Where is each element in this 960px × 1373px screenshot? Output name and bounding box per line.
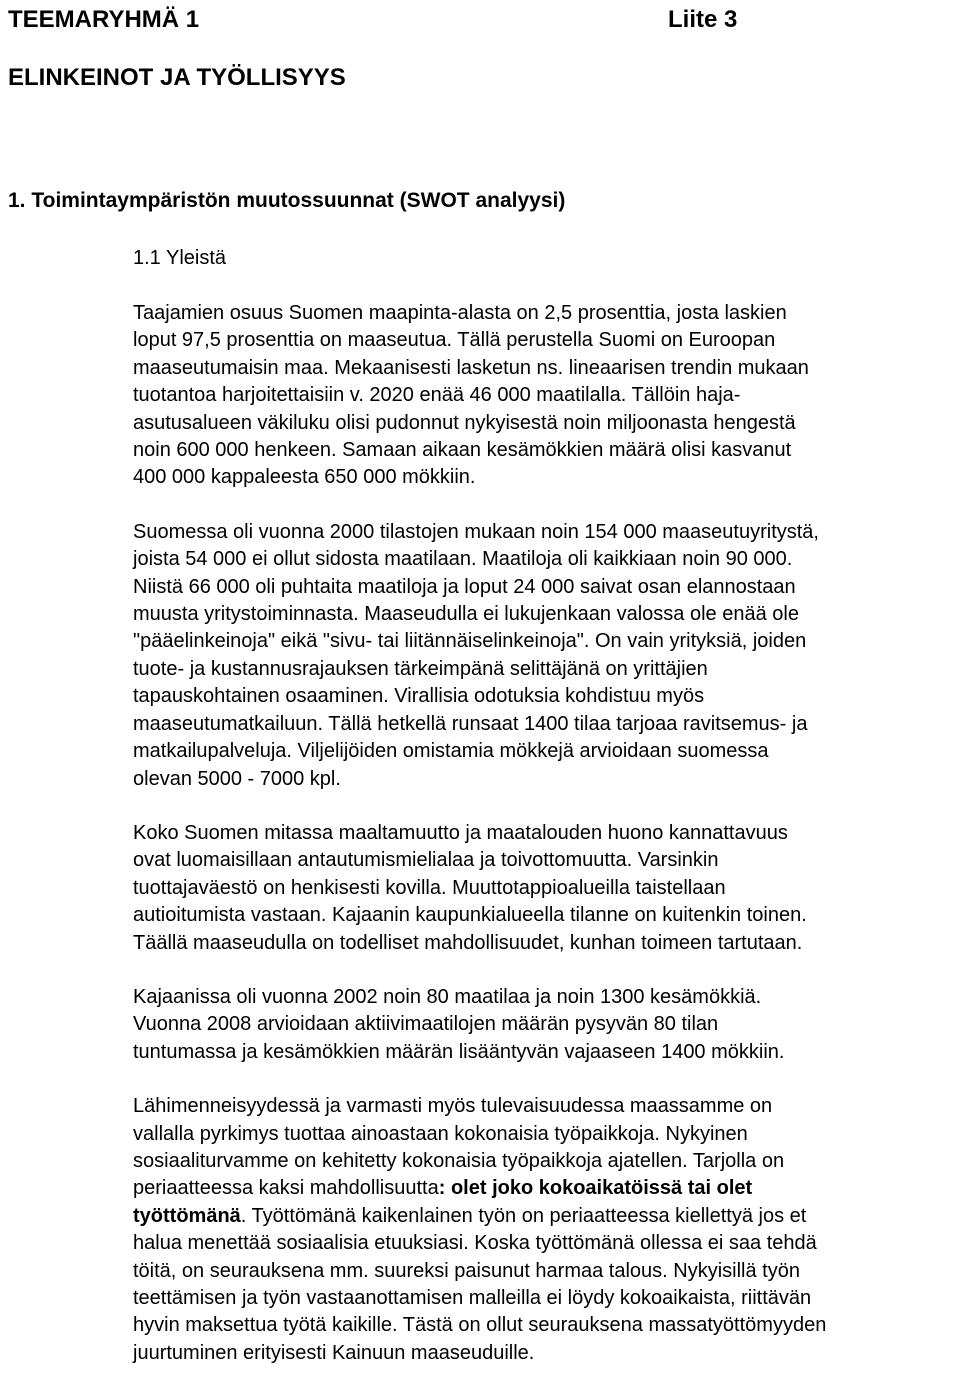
text-line: noin 600 000 henkeen. Samaan aikaan kesämökkien määrä olisi kasvanut xyxy=(133,439,792,462)
paragraph-spacer xyxy=(133,793,955,820)
text-line: halua menettää sosiaalisia etuuksiasi. Koska työttömänä ollessa ei saa tehdä xyxy=(133,1232,817,1255)
theme-title: ELINKEINOT JA TYÖLLISYYS xyxy=(8,64,346,91)
text-line: teettämisen ja työn vastaanottamisen malleilla ei löydy kokoaikaista, riittävän xyxy=(133,1287,812,1309)
text-line: autioitumista vastaan. Kajaanin kaupunkialueella tilanne on kuitenkin toinen. xyxy=(133,904,807,927)
text-fragment: periaatteessa kaksi mahdollisuutta xyxy=(133,1177,439,1200)
text-line: Vuonna 2008 arvioidaan aktiivimaatilojen määrän pysyvän 80 tilan xyxy=(133,1013,719,1036)
text-line-with-emphasis xyxy=(133,1175,955,1202)
text-line: tuottajaväestö on henkisesti kovilla. Muuttotappioalueilla taistellaan xyxy=(133,876,726,899)
text-line: Suomessa oli vuonna 2000 tilastojen mukaan noin 154 000 maaseutuyritystä, xyxy=(133,520,819,543)
text-line: maaseutumaisin maa. Mekaanisesti lasketun ns. lineaarisen trendin mukaan xyxy=(133,356,809,379)
theme-group-title: TEEMARYHMÄ 1 xyxy=(8,6,200,33)
text-line: Lähimenneisyydessä ja varmasti myös tulevaisuudessa maassamme on xyxy=(133,1095,773,1118)
text-line: Täällä maaseudulla on todelliset mahdollisuudet, kunhan toimeen tartutaan. xyxy=(133,931,803,954)
appendix-label: Liite 3 xyxy=(668,6,738,33)
text-line: muusta yritystoiminnasta. Maaseudulla ei lukujenkaan valossa ole enää ole xyxy=(133,603,799,626)
text-line: loput 97,5 prosenttia on maaseutua. Tällä perustella Suomi on Euroopan xyxy=(133,329,776,352)
text-line: Taajamien osuus Suomen maapinta-alasta on 2,5 prosenttia, josta laskien xyxy=(133,302,787,324)
text-line: tuntumassa ja kesämökkien määrän lisääntyvän vajaaseen 1400 mökkiin. xyxy=(133,1040,785,1063)
paragraph-spacer xyxy=(133,1066,955,1093)
emphasis-text: : olet joko kokoaikatöissä tai olet xyxy=(438,1177,753,1200)
text-line: ovat luomaisillaan antautumismielialaa ja toivottomuutta. Varsinkin xyxy=(133,849,719,872)
text-line: vallalla pyrkimys tuottaa ainoastaan kokonaisia työpaikkoja. Nykyinen xyxy=(133,1122,748,1145)
body-text xyxy=(133,300,955,1367)
paragraph-5 xyxy=(133,1093,955,1367)
text-line: Koko Suomen mitassa maaltamuutto ja maatalouden huono kannattavuus xyxy=(133,821,788,844)
text-line: Niistä 66 000 oli puhtaita maatiloja ja loput 24 000 saivat osan elannostaan xyxy=(133,575,796,598)
paragraph-3 xyxy=(133,820,955,957)
text-line: matkailupalveluja. Viljelijöiden omistamia mökkejä arvioidaan suomessa xyxy=(133,740,769,763)
text-line: joista 54 000 ei ollut sidosta maatilaan. Maatiloja oli kaikkiaan noin 90 000. xyxy=(133,548,793,571)
subsection-heading: 1.1 Yleistä xyxy=(133,247,227,269)
emphasis-text: työttömänä xyxy=(133,1204,241,1227)
text-line: juurtuminen erityisesti Kainuun maaseuduille. xyxy=(133,1341,535,1364)
text-line: hyvin maksettua työtä kaikille. Tästä on ollut seurauksena massatyöttömyyden xyxy=(133,1314,827,1337)
text-line-with-emphasis xyxy=(133,1203,955,1230)
text-line: tuotantoa harjoitettaisiin v. 2020 enää 46 000 maatilalla. Tällöin haja- xyxy=(133,384,741,407)
text-line: Kajaanissa oli vuonna 2002 noin 80 maatilaa ja noin 1300 kesämökkiä. xyxy=(133,985,762,1008)
text-fragment: . Työttömänä kaikenlainen työn on periaatteessa kiellettyä jos et xyxy=(240,1204,807,1227)
paragraph-2 xyxy=(133,519,955,793)
paragraph-4 xyxy=(133,984,955,1066)
text-line: "pääelinkeinoja" eikä "sivu- tai liitännäiselinkeinoja". On vain yrityksiä, joiden xyxy=(133,630,807,653)
text-line: asutusalueen väkiluku olisi pudonnut nykyisestä noin miljoonasta hengestä xyxy=(133,411,796,434)
text-line: maaseutumatkailuun. Tällä hetkellä runsaat 1400 tilaa tarjoaa ravitsemus- ja xyxy=(133,712,808,735)
text-line: töitä, on seurauksena mm. suureksi paisunut harmaa talous. Nykyisillä työn xyxy=(133,1259,800,1282)
document-header xyxy=(8,2,948,38)
text-line: olevan 5000 - 7000 kpl. xyxy=(133,767,341,790)
text-line: tapauskohtainen osaaminen. Virallisia odotuksia kohdistuu myös xyxy=(133,685,705,708)
paragraph-spacer xyxy=(133,957,955,984)
section-heading: 1. Toimintaympäristön muutossuunnat (SWOT analyysi) xyxy=(8,189,566,212)
text-line: tuote- ja kustannusrajauksen tärkeimpänä selittäjänä on yrittäjien xyxy=(133,657,708,680)
text-line: 400 000 kappaleesta 650 000 mökkiin. xyxy=(133,466,476,489)
paragraph-spacer xyxy=(133,492,955,519)
text-line: sosiaaliturvamme on kehitetty kokonaisia työpaikkoja ajatellen. Tarjolla on xyxy=(133,1149,785,1172)
paragraph-1 xyxy=(133,300,955,492)
